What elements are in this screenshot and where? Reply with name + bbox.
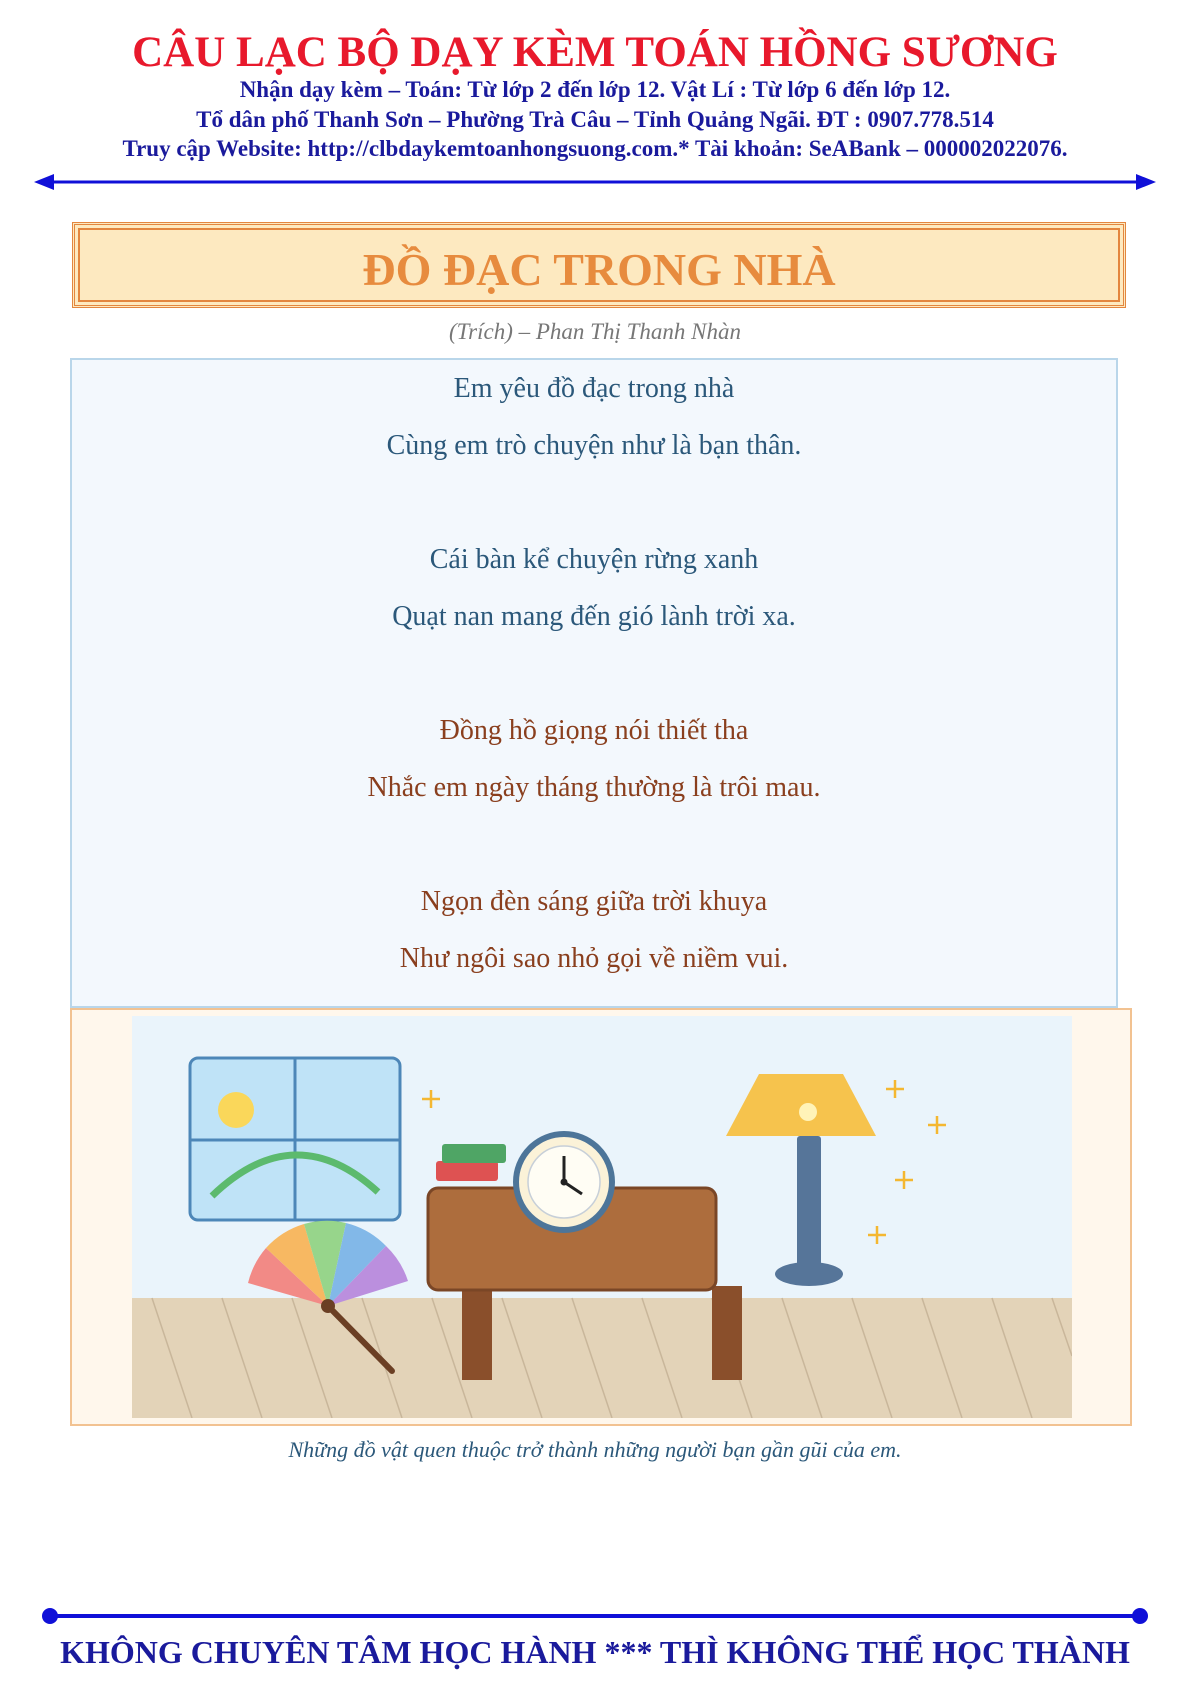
header-line-1: Nhận dạy kèm – Toán: Từ lớp 2 đến lớp 12. Vật Lí : Từ lớp 6 đến lớp 12.: [239, 77, 951, 102]
window-icon: [190, 1058, 400, 1220]
stanza-4-line-1: Ngọn đèn sáng giữa trời khuya: [420, 886, 768, 917]
illustration-caption: Những đồ vật quen thuộc trở thành những người bạn gần gũi của em.: [288, 1437, 902, 1462]
header-arrow-divider: [0, 170, 1190, 194]
header-line-2: Tổ dân phố Thanh Sơn – Phường Trà Câu – Tỉnh Quảng Ngãi. ĐT : 0907.778.514: [196, 107, 994, 132]
stanza-2-line-1: Cái bàn kể chuyện rừng xanh: [429, 544, 759, 575]
books-icon: [436, 1144, 506, 1181]
floor: [132, 1298, 1072, 1418]
stanza-4-line-2: Như ngôi sao nhỏ gọi về niềm vui.: [399, 943, 789, 974]
club-title: CÂU LẠC BỘ DẠY KÈM TOÁN HỒNG SƯƠNG: [132, 29, 1058, 76]
room-illustration: [132, 1016, 1072, 1418]
stanza-2-line-2: Quạt nan mang đến gió lành trời xa.: [392, 601, 796, 632]
poem-author: (Trích) – Phan Thị Thanh Nhàn: [448, 319, 741, 344]
clock-icon: [516, 1134, 612, 1230]
stanza-3-line-2: Nhắc em ngày tháng thường là trôi mau.: [367, 772, 821, 803]
footer-slogan: KHÔNG CHUYÊN TÂM HỌC HÀNH *** THÌ KHÔNG THỂ HỌC THÀNH: [60, 1634, 1130, 1670]
header-line-3: Truy cập Website: http://clbdaykemtoanhongsuong.com.* Tài khoản: SeABank – 000002022076.: [122, 136, 1068, 161]
poem-title-box: [72, 222, 1126, 308]
poem-box: [70, 358, 1118, 1008]
stanza-1-line-1: Em yêu đồ đạc trong nhà: [453, 373, 735, 404]
stanza-3-line-1: Đồng hồ giọng nói thiết tha: [439, 715, 749, 746]
sun-icon: [218, 1092, 254, 1128]
illustration-frame: [70, 1008, 1132, 1426]
poem-title: ĐỒ ĐẠC TRONG NHÀ: [362, 244, 836, 295]
footer-divider: [0, 1604, 1190, 1628]
stanza-1-line-2: Cùng em trò chuyện như là bạn thân.: [386, 430, 802, 461]
